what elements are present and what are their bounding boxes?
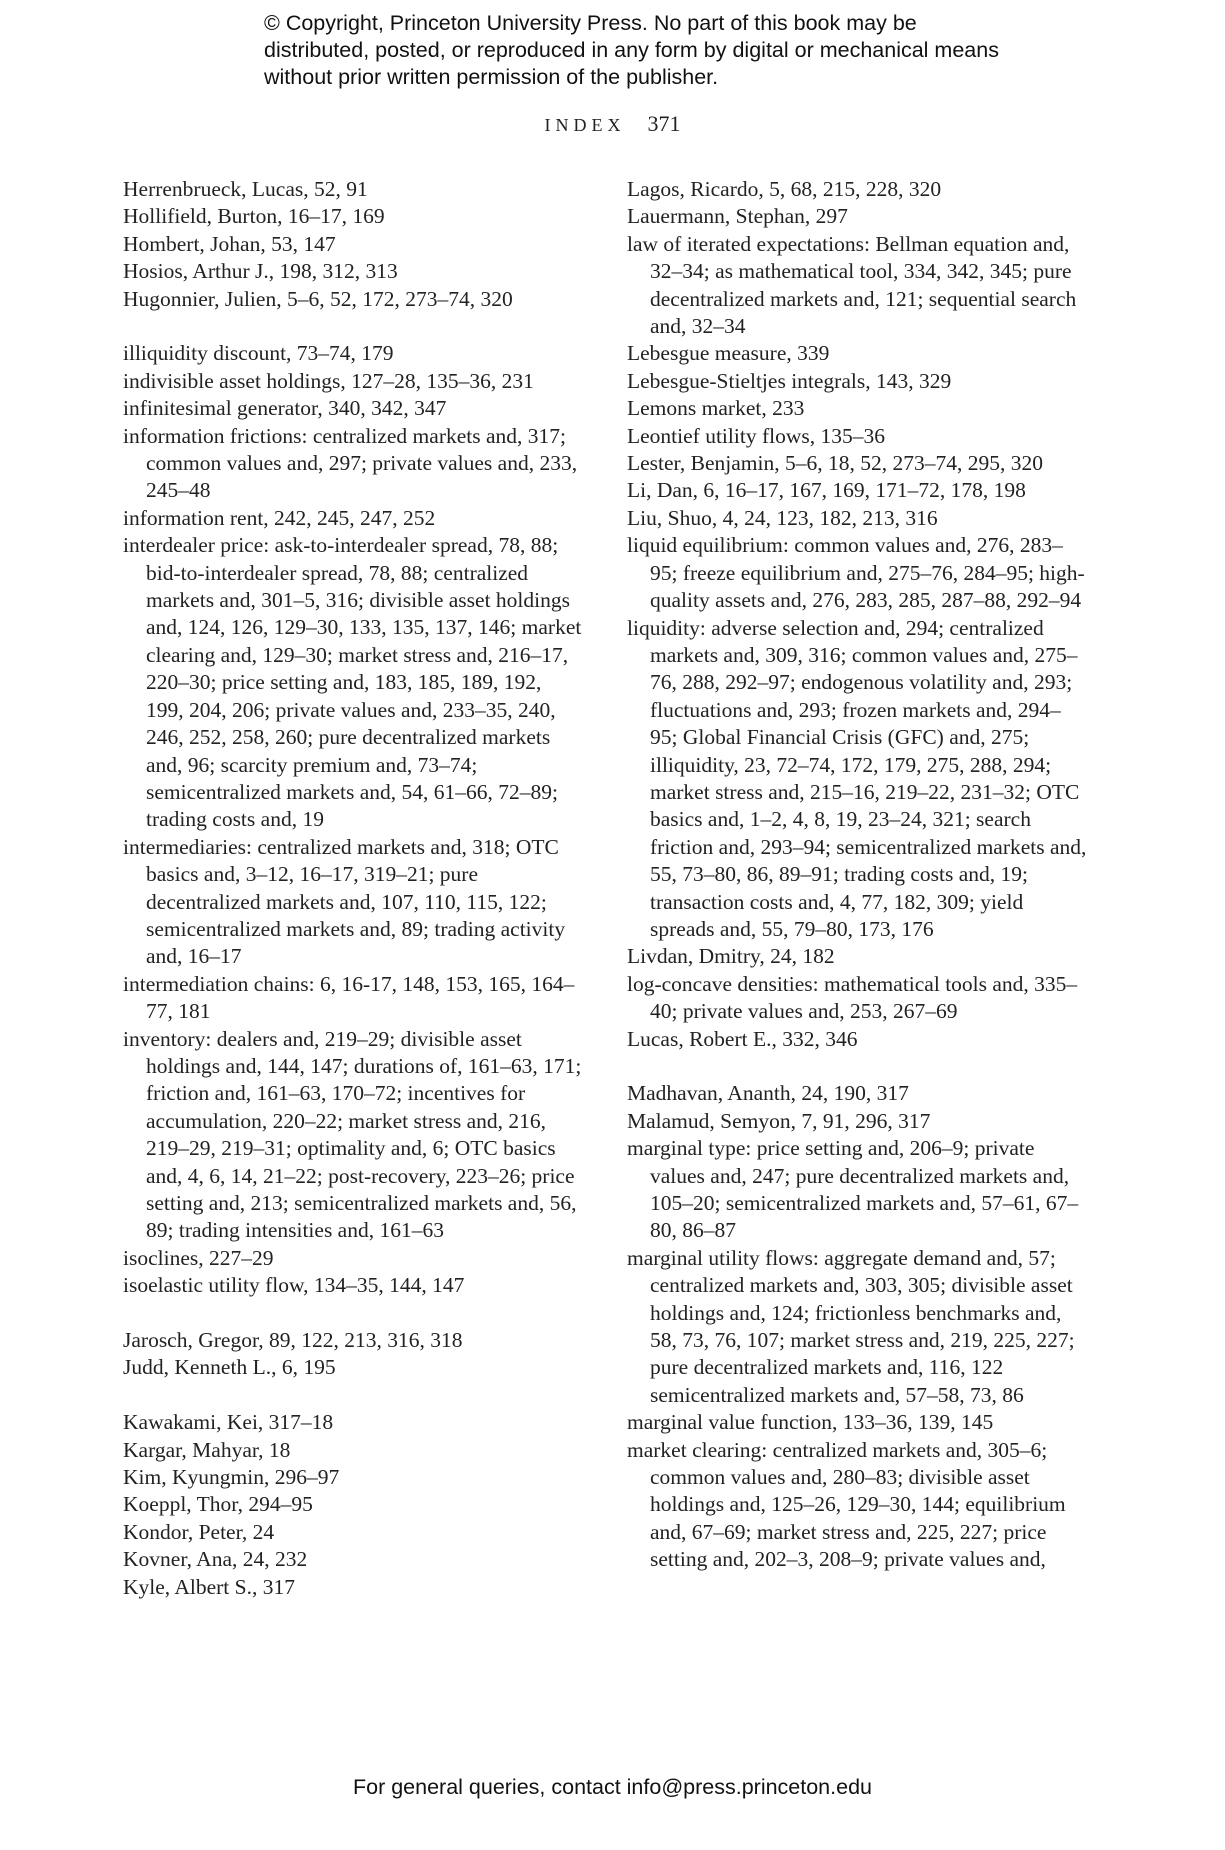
copyright-notice: © Copyright, Princeton University Press. No part of this book may be distributed, posted, or reproduced in any form by digital or mechanical means without prior written permission of the publisher. — [264, 11, 999, 89]
letter-group-gap — [123, 1300, 583, 1327]
section-title: INDEX — [544, 115, 626, 135]
index-column-left — [123, 176, 583, 1601]
index-entry: information frictions: centralized markets and, 317; common values and, 297; private values and, 233, 245–48 — [123, 423, 578, 503]
letter-group-gap — [123, 1382, 583, 1409]
index-entry: Kawakami, Kei, 317–18 — [123, 1410, 334, 1435]
index-entry: Lebesgue-Stieltjes integrals, 143, 329 — [627, 368, 952, 393]
letter-group-gap — [627, 1053, 1087, 1080]
index-entry: Madhavan, Ananth, 24, 190, 317 — [627, 1081, 909, 1106]
index-column-right — [627, 176, 1087, 1574]
index-entry: Lucas, Robert E., 332, 346 — [627, 1026, 858, 1051]
index-entry: information rent, 242, 245, 247, 252 — [123, 505, 436, 530]
footer-contact: For general queries, contact info@press.princeton.edu — [352, 1775, 872, 1799]
index-entry: Lemons market, 233 — [627, 396, 805, 421]
index-entry: Lauermann, Stephan, 297 — [627, 204, 848, 229]
index-entry: Malamud, Semyon, 7, 91, 296, 317 — [627, 1108, 931, 1133]
page-header — [0, 111, 1225, 137]
index-entry: liquidity: adverse selection and, 294; centralized markets and, 309, 316; common values and, 275–76, 288, 292–97; endogenous volatility and, 293; fluctuations and, 293; frozen markets and, 294–95; Global Financial Crisis (GFC) and, 275; illiquidity, 23, 72–74, 172, 179, 275, 288, 294; market stress and, 215–16, 219–22, 231–32; OTC basics and, 1–2, 4, 8, 19, 23–24, 321; search friction and, 293–94; semicentralized markets and, 55, 73–80, 86, 89–91; trading costs and, 19; transaction costs and, 4, 77, 182, 309; yield spreads and, 55, 79–80, 173, 176 — [627, 615, 1087, 941]
index-entry: indivisible asset holdings, 127–28, 135–36, 231 — [123, 368, 534, 393]
index-entry: law of iterated expectations: Bellman equation and, 32–34; as mathematical tool, 334, 342, 345; pure decentralized markets and, 121; sequential search and, 32–34 — [627, 231, 1077, 339]
index-entry: illiquidity discount, 73–74, 179 — [123, 341, 394, 366]
index-entry: Li, Dan, 6, 16–17, 167, 169, 171–72, 178, 198 — [627, 478, 1026, 503]
index-entry: Kim, Kyungmin, 296–97 — [123, 1465, 340, 1490]
index-entry: infinitesimal generator, 340, 342, 347 — [123, 396, 447, 421]
index-entry: marginal value function, 133–36, 139, 145 — [627, 1410, 994, 1435]
index-entry: intermediation chains: 6, 16-17, 148, 153, 165, 164–77, 181 — [123, 971, 575, 1024]
index-entry: liquid equilibrium: common values and, 276, 283–95; freeze equilibrium and, 275–76, 284–95; high-quality assets and, 276, 283, 285, 287–88, 292–94 — [627, 533, 1085, 613]
index-entry: Herrenbrueck, Lucas, 52, 91 — [123, 177, 368, 201]
index-entry: Judd, Kenneth L., 6, 195 — [123, 1355, 336, 1380]
index-entry: intermediaries: centralized markets and, 318; OTC basics and, 3–12, 16–17, 319–21; pure decentralized markets and, 107, 110, 115, 122; semicentralized markets and, 89; trading activity and, 16–17 — [123, 834, 566, 969]
index-entry: Liu, Shuo, 4, 24, 123, 182, 213, 316 — [627, 505, 938, 530]
index-entry: Hollifield, Burton, 16–17, 169 — [123, 204, 385, 229]
index-entry: Kargar, Mahyar, 18 — [123, 1437, 291, 1462]
index-entry: Lagos, Ricardo, 5, 68, 215, 228, 320 — [627, 177, 942, 201]
index-entry: isoelastic utility flow, 134–35, 144, 147 — [123, 1273, 465, 1298]
index-entry: Kyle, Albert S., 317 — [123, 1574, 295, 1599]
index-entry: Kondor, Peter, 24 — [123, 1519, 275, 1544]
index-entry: marginal type: price setting and, 206–9; private values and, 247; pure decentralized markets and, 105–20; semicentralized markets and, 57–61, 67–80, 86–87 — [627, 1136, 1079, 1243]
index-entry: Hosios, Arthur J., 198, 312, 313 — [123, 259, 398, 284]
index-entry: inventory: dealers and, 219–29; divisible asset holdings and, 144, 147; durations of, 161–63, 171; friction and, 161–63, 170–72; incentives for accumulation, 220–22; market stress and, 216, 219–29, 219–31; optimality and, 6; OTC basics and, 4, 6, 14, 21–22; post-recovery, 223–26; price setting and, 213; semicentralized markets and, 56, 89; trading intensities and, 161–63 — [123, 1026, 582, 1243]
page-number: 371 — [647, 111, 681, 136]
index-entry: Lebesgue measure, 339 — [627, 341, 830, 366]
index-entry: Leontief utility flows, 135–36 — [627, 423, 885, 448]
index-entry: isoclines, 227–29 — [123, 1245, 274, 1270]
index-entry: Livdan, Dmitry, 24, 182 — [627, 944, 835, 969]
index-entry: Hombert, Johan, 53, 147 — [123, 231, 336, 256]
index-entry: market clearing: centralized markets and, 305–6; common values and, 280–83; divisible asset holdings and, 125–26, 129–30, 144; equilibrium and, 67–69; market stress and, 225, 227; price setting and, 202–3, 208–9; private values and, — [627, 1437, 1066, 1572]
letter-group-gap — [123, 313, 583, 340]
index-entry: interdealer price: ask-to-interdealer spread, 78, 88; bid-to-interdealer spread, 78, 88; centralized markets and, 301–5, 316; divisible asset holdings and, 124, 126, 129–30, 133, 135, 137, 146; market clearing and, 129–30; market stress and, 216–17, 220–30; price setting and, 183, 185, 189, 192, 199, 204, 206; private values and, 233–35, 240, 246, 252, 258, 260; pure decentralized markets and, 96; scarcity premium and, 73–74; semicentralized markets and, 54, 61–66, 72–89; trading costs and, 19 — [123, 533, 582, 832]
index-entry: Hugonnier, Julien, 5–6, 52, 172, 273–74, 320 — [123, 286, 513, 311]
index-entry: Koeppl, Thor, 294–95 — [123, 1492, 313, 1517]
index-entry: log-concave densities: mathematical tools and, 335–40; private values and, 253, 267–69 — [627, 971, 1078, 1024]
index-entry: Kovner, Ana, 24, 232 — [123, 1547, 308, 1572]
index-entry: marginal utility flows: aggregate demand and, 57; centralized markets and, 303, 305; divisible asset holdings and, 124; frictionless benchmarks and, 58, 73, 76, 107; market stress and, 219, 225, 227; pure decentralized markets and, 116, 122 semicentralized markets and, 57–58, 73, 86 — [627, 1245, 1075, 1407]
index-entry: Lester, Benjamin, 5–6, 18, 52, 273–74, 295, 320 — [627, 451, 1043, 476]
index-entry: Jarosch, Gregor, 89, 122, 213, 316, 318 — [123, 1328, 463, 1353]
